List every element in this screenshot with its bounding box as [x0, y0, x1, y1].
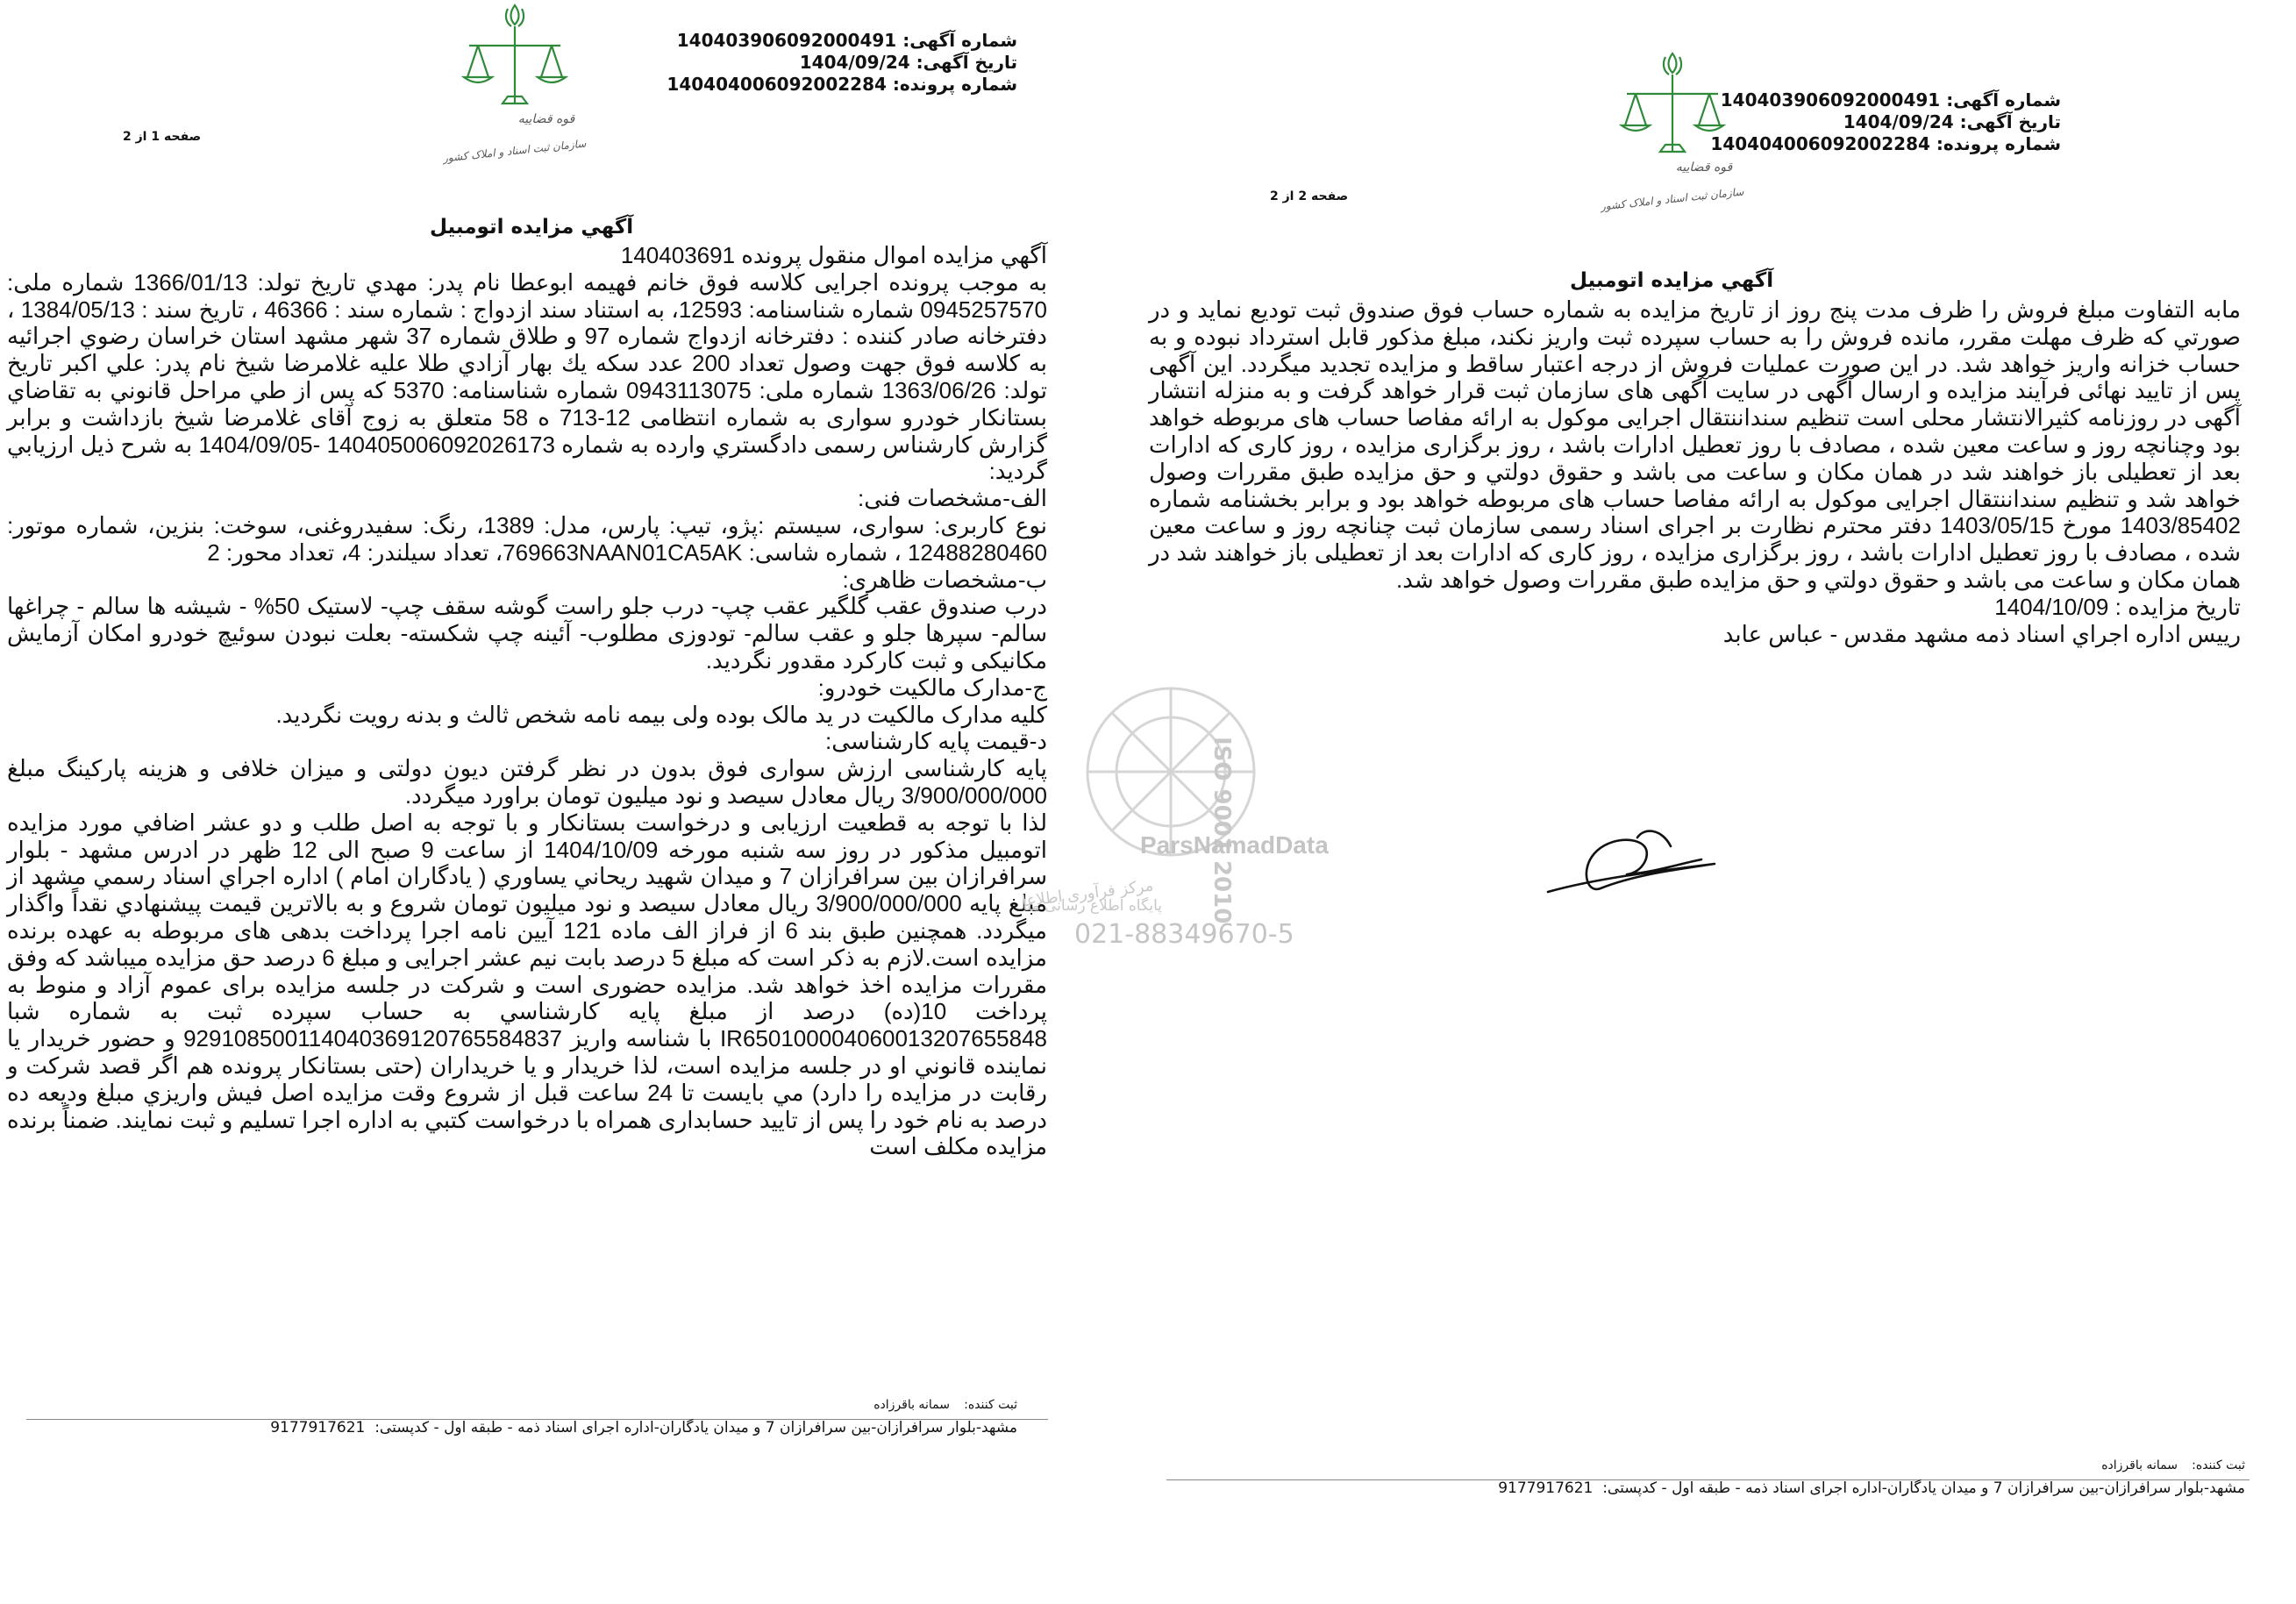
- notice-number: 140403906092000491: [676, 30, 897, 51]
- notice-date-row: تاریخ آگهی: 1404/09/24: [799, 52, 1017, 73]
- notice-body: [7, 242, 1047, 1160]
- body-paragraph-continuation: مابه التفاوت مبلغ فروش را ظرف مدت پنج روز از تاريخ مزايده به شماره حساب فوق صندوق ثبت توديع نمايد و در صورتي كه ظرف مهلت مقرر، مانده فروش را به حساب سپرده ثبت واريز نكند، مبلغ مذكور قابل استرداد نبوده و به حساب خزانه واريز خواهد شد. در اين صورت عمليات فروش از درجه اعتبار ساقط و مزايده تجديد ميگردد. اين آگهی پس از تاييد نهائی فرآيند مزايده و ارسال آگهی در سايت آگهی های سازمان ثبت قرار خواهد گرفت و به منزله انتشار آگهی در روزنامه كثيرالانتشار محلی است تنظيم سنداننتقال اجرايی موكول به ارائه مفاصا حساب های مربوطه خواهد بود وچنانچه روز و ساعت معين شده ، مصادف با روز تعطيل ادارات باشد ، روز برگزاری مزايده ، روز كاری كه ادارات بعد از تعطيلی باز خواهند شد در همان مكان و ساعت می باشد و حقوق دولتي و حق مزايده طبق مقررات وصول خواهد شد و تنظيم سنداننتقال اجرايی موكول به ارائه مفاصا حساب های مربوطه خواهد بود و برابر بخشنامه شماره 1403/85402 مورخ 1403/05/15 دفتر محترم نظارت بر اجرای اسناد رسمی سازمان ثبت چنانچه روز و ساعت معين شده ، مصادف با روز تعطيل ادارات باشد ، روز برگزاری مزايده ، روز كاری كه ادارات بعد از تعطيلی باز خواهند شد در همان مكان و ساعت می باشد و حقوق دولتي و حق مزايده طبق مقررات وصول خواهد شد.: [1149, 296, 2242, 593]
- notice-meta: [631, 30, 1017, 96]
- notice-number: 140403906092000491: [1720, 89, 1941, 110]
- notice-body: [1149, 296, 2241, 647]
- watermark-brand: ParsNamadData: [1140, 831, 1329, 859]
- postal-code: 9177917621: [1498, 1479, 1594, 1497]
- emblem-org-line2: سازمان ثبت اسناد و املاک کشور: [443, 137, 587, 165]
- watermark-iso: ISO 9001 2010: [1209, 737, 1235, 924]
- body-paragraph-auction-terms: لذا با توجه به قطعيت ارزيابی و درخواست بستانكار و با توجه به اصل طلب و دو عشر اضافي مورد مزايده اتومبيل مذكور در روز سه شنبه مورخه 1404/10/09 از ساعت 9 صبح الی 12 ظهر در ادرس مشهد - بلوار سرافرازان بين سرافرازان 7 و ميدان شهيد ريحاني يساوري ( يادگاران امام ) اداره اجراي اسناد رسمي مشهد از مبلغ پايه 3/900/000/000 ريال معادل سيصد و نود ميليون تومان شروع و به بالاترين قيمت پيشنهادي نقداً واگذار ميگردد. همچنين طبق بند 6 از فراز الف ماده 121 آيين نامه اجرا پرداخت بدهی های مربوطه به عهده برنده مزايده است.لازم به ذكر است كه مبلغ 5 درصد بابت نيم عشر اجرايی و مبلغ 6 درصد حق مزايده ميباشد كه وفق مقررات مزايده اخذ خواهد شد. مزايده حضوری است و شركت در جلسه مزايده برای عموم آزاد و منوط به پرداخت 10(ده) درصد از مبلغ پايه كارشناسي به حساب سپرده ثبت به شماره شبا IR650100004060013207655848 با شناسه واريز 929108500114040369120765584837 و حضور خريدار يا نماينده قانوني او در جلسه مزايده است، لذا خريدار و يا خريداران (حتی بستانكار پرونده هم اگر قصد شركت و رقابت در مزايده را دارد) مي بايست تا 24 ساعت قبل از شروع وقت مزايده اصل فيش واريزي مبلغ وديعه ده درصد به نام خود را پس از تاييد حسابداری همراه با درخواست كتبي به اداره اجرا تسليم و ثبت نمايند. ضمناً برنده مزايده مكلف است: [7, 809, 1048, 1160]
- notice-date-row: تاریخ آگهی: 1404/09/24: [1843, 111, 2061, 132]
- section-heading-technical: الف-مشخصات فنی:: [858, 485, 1047, 512]
- body-paragraph-case: به موجب پرونده اجرايی كلاسه فوق خانم فهيمه ابوعطا نام پدر: مهدي تاريخ تولد: 1366/01/13 شماره ملی: 0945257570 شماره شناسنامه: 12593، به استناد سند ازدواج : شماره سند : 46366 ، تاريخ سند : 1384/05/13 ، دفترخانه صادر كننده : دفترخانه ازدواج شماره 97 و طلاق شماره 37 شهر مشهد استان خراسان رضوي اجرائيه به كلاسه فوق جهت وصول تعداد 200 عدد سكه يك بهار آزادي طلا عليه غلامرضا شيخ نام پدر: علي اكبر تاريخ تولد: 1363/06/26 شماره ملی: 0943113075 شماره شناسنامه: 5370 كه پس از طي مراحل قانوني به تقاضاي بستانكار خودرو سواری به شماره انتظامی 12-713 ه 58 متعلق به زوج آقای غلامرضا شيخ بازداشت و برابر گزارش كارشناس رسمی دادگستري وارده به شماره 140405006092026173 -1404/09/05 به شرح ذيل ارزيابي گرديد:: [7, 268, 1048, 485]
- page-footer: [1272, 1453, 2245, 1500]
- page-number-label: صفحه 1 از 2: [123, 130, 202, 144]
- file-number-row: شماره پرونده: 140404006092002284: [1710, 133, 2061, 154]
- emblem-org-line1: قوه قضاییه: [1675, 160, 1733, 175]
- notice-number-row: شماره آگهی: 140403906092000491: [1720, 89, 2061, 110]
- judiciary-emblem-icon: [443, 0, 588, 167]
- page-title: آگهي مزايده اتومبيل: [430, 216, 634, 239]
- body-paragraph-price: پايه كارشناسی ارزش سواری فوق بدون در نظر گرفتن ديون دولتی و ميزان خلافی و هزينه پاركينگ مبلغ 3/900/000/000 ريال معادل سيصد و نود ميليون تومان براورد ميگردد.: [7, 755, 1047, 809]
- section-heading-appearance: ب-مشخصات ظاهری:: [842, 566, 1047, 593]
- notice-date: 1404/09/24: [799, 52, 910, 73]
- emblem-org-line1: قوه قضاییه: [517, 112, 575, 126]
- page-2: [1140, 0, 2296, 1604]
- body-paragraph-heading: آگهي مزايده اموال منقول پرونده 140403691: [620, 242, 1047, 268]
- page-footer: [105, 1393, 1017, 1439]
- signatory: رييس اداره اجراي اسناد ذمه مشهد مقدس - عباس عابد: [1722, 620, 2241, 647]
- section-heading-price: د-قيمت پايه كارشناسی:: [825, 728, 1047, 755]
- watermark-phone: 021-88349670-5: [1074, 919, 1294, 950]
- registrar-row: ثبت كننده: سمانه باقرزاده: [2101, 1458, 2245, 1472]
- file-number-row: شماره پرونده: 140404006092002284: [667, 74, 1017, 95]
- file-number: 140404006092002284: [1710, 133, 1930, 154]
- page-1: [0, 0, 1079, 1604]
- office-address: مشهد-بلوار سرافرازان-بین سرافرازان 7 و میدان یادگاران-اداره اجرای اسناد ذمه - طبقه اول - کدپستی:: [374, 1419, 1017, 1436]
- page-title: آگهي مزايده اتومبيل: [1570, 269, 1774, 292]
- watermark-line1: مرکز فرآوری اطلاعات: [1022, 876, 1155, 913]
- postal-code: 9177917621: [270, 1419, 366, 1436]
- body-paragraph-ownership: كليه مدارک مالكيت در يد مالک بوده ولی بيمه نامه شخص ثالث و بدنه رويت نگرديد.: [275, 701, 1047, 728]
- page-number-label: صفحه 2 از 2: [1270, 189, 1349, 203]
- address-row: [1272, 1477, 2245, 1500]
- signature-icon: [1539, 811, 1741, 916]
- body-paragraph-technical: نوع كاربری: سواری، سيستم :پژو، تيپ: پارس، مدل: 1389، رنگ: سفيدروغنی، سوخت: بنزين، شماره موتور: 12488280460 ، شماره شاسی: 769663NAAN01CA5AK، تعداد سيلندر: 4، تعداد محور: 2: [7, 511, 1047, 566]
- registrar-name: سمانه باقرزاده: [2101, 1458, 2178, 1472]
- address-row: [105, 1416, 1017, 1439]
- registrar-row: ثبت كننده: سمانه باقرزاده: [873, 1398, 1017, 1412]
- auction-date: تاريخ مزايده : 1404/10/09: [1994, 593, 2241, 620]
- registrar-name: سمانه باقرزاده: [873, 1398, 950, 1412]
- notice-number-row: شماره آگهی: 140403906092000491: [676, 30, 1017, 51]
- judiciary-emblem-icon: [1601, 48, 1745, 215]
- office-address: مشهد-بلوار سرافرازان-بین سرافرازان 7 و میدان یادگاران-اداره اجرای اسناد ذمه - طبقه اول - کدپستی:: [1602, 1479, 2245, 1497]
- file-number: 140404006092002284: [667, 74, 887, 95]
- notice-date: 1404/09/24: [1843, 111, 1954, 132]
- section-heading-ownership: ج-مدارک مالكيت خودرو:: [817, 674, 1047, 701]
- emblem-org-line2: سازمان ثبت اسناد و املاک کشور: [1601, 185, 1744, 213]
- body-paragraph-appearance: درب صندوق عقب گلگير عقب چپ- درب جلو راست گوشه سقف چپ- لاستيک 50% - شيشه ها سالم - چراغها سالم- سپرها جلو و عقب سالم- تودوزی مطلوب- آئينه چپ شكسته- بعلت نبودن سوئيچ خودرو امكان آزمايش مكانيكی و ثبت كاركرد مقدور نگرديد.: [7, 593, 1047, 674]
- watermark-line2: پایگاه اطلاع رسانی منا: [1023, 897, 1162, 915]
